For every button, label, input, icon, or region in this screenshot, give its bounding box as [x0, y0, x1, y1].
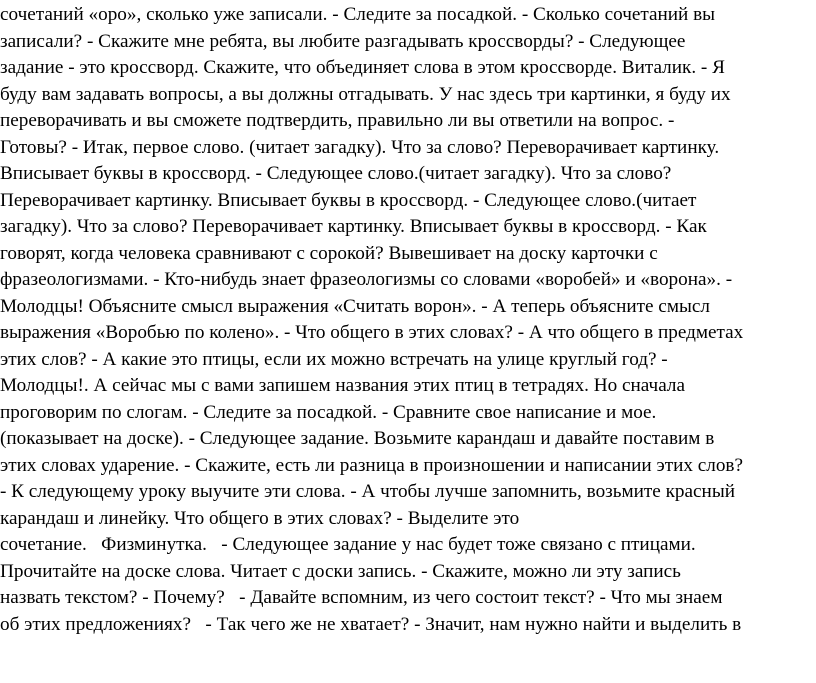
text-line: Вписывает буквы в кроссворд. - Следующее слово.(читает загадку). Что за слово?: [0, 163, 672, 184]
text-line: назвать текстом? - Почему? - Давайте вспомним, из чего состоит текст? - Что мы знаем: [0, 587, 723, 608]
text-line: об этих предложениях? - Так чего же не хватает? - Значит, нам нужно найти и выделить в: [0, 613, 742, 635]
text-line: сочетание. Физминутка. - Следующее задание у нас будет тоже связано с птицами.: [0, 534, 696, 555]
body-text: [0, 2, 816, 638]
text-line: выражения «Воробью по колено». - Что общего в этих словах? - А что общего в предметах: [0, 322, 744, 343]
text-line: записали? - Скажите мне ребята, вы любите разгадывать кроссворды? - Следующее: [0, 30, 686, 52]
text-line: загадку). Что за слово? Переворачивает картинку. Вписывает буквы в кроссворд. - Как: [0, 216, 707, 237]
text-line: проговорим по слогам. - Следите за посадкой. - Сравните свое написание и мое.: [0, 401, 657, 423]
text-line: Готовы? - Итак, первое слово. (читает загадку). Что за слово? Переворачивает картинку.: [0, 136, 720, 158]
text-line: карандаш и линейку. Что общего в этих словах? - Выделите это: [0, 507, 520, 529]
text-line: (показывает на доске). - Следующее задание. Возьмите карандаш и давайте поставим в: [0, 428, 715, 449]
text-line: Переворачивает картинку. Вписывает буквы в кроссворд. - Следующее слово.(читает: [0, 189, 697, 211]
text-line: задание - это кроссворд. Скажите, что объединяет слова в этом кроссворде. Виталик. - Я: [0, 57, 725, 78]
text-line: этих слов? - А какие это птицы, если их можно встречать на улице круглый год? -: [0, 348, 668, 370]
text-line: Прочитайте на доске слова. Читает с доски запись. - Скажите, можно ли эту запись: [0, 560, 681, 582]
text-line: Молодцы!. А сейчас мы с вами запишем названия этих птиц в тетрадях. Но сначала: [0, 375, 685, 396]
text-line: фразеологизмами. - Кто-нибудь знает фразеологизмы со словами «воробей» и «ворона». -: [0, 269, 733, 290]
text-line: - К следующему уроку выучите эти слова. - А чтобы лучше запомнить, возьмите красный: [0, 481, 735, 502]
text-line: Молодцы! Объясните смысл выражения «Считать ворон». - А теперь объясните смысл: [0, 295, 710, 317]
text-line: переворачивать и вы сможете подтвердить, правильно ли вы ответили на вопрос. -: [0, 110, 675, 131]
text-line: сочетаний «оро», сколько уже записали. - Следите за посадкой. - Сколько сочетаний вы: [0, 4, 716, 25]
text-line: буду вам задавать вопросы, а вы должны отгадывать. У нас здесь три картинки, я буду их: [0, 83, 731, 105]
text-line: говорят, когда человека сравнивают с сорокой? Вывешивает на доску карточки с: [0, 242, 658, 264]
text-line: этих словах ударение. - Скажите, есть ли разница в произношении и написании этих слов?: [0, 454, 743, 476]
